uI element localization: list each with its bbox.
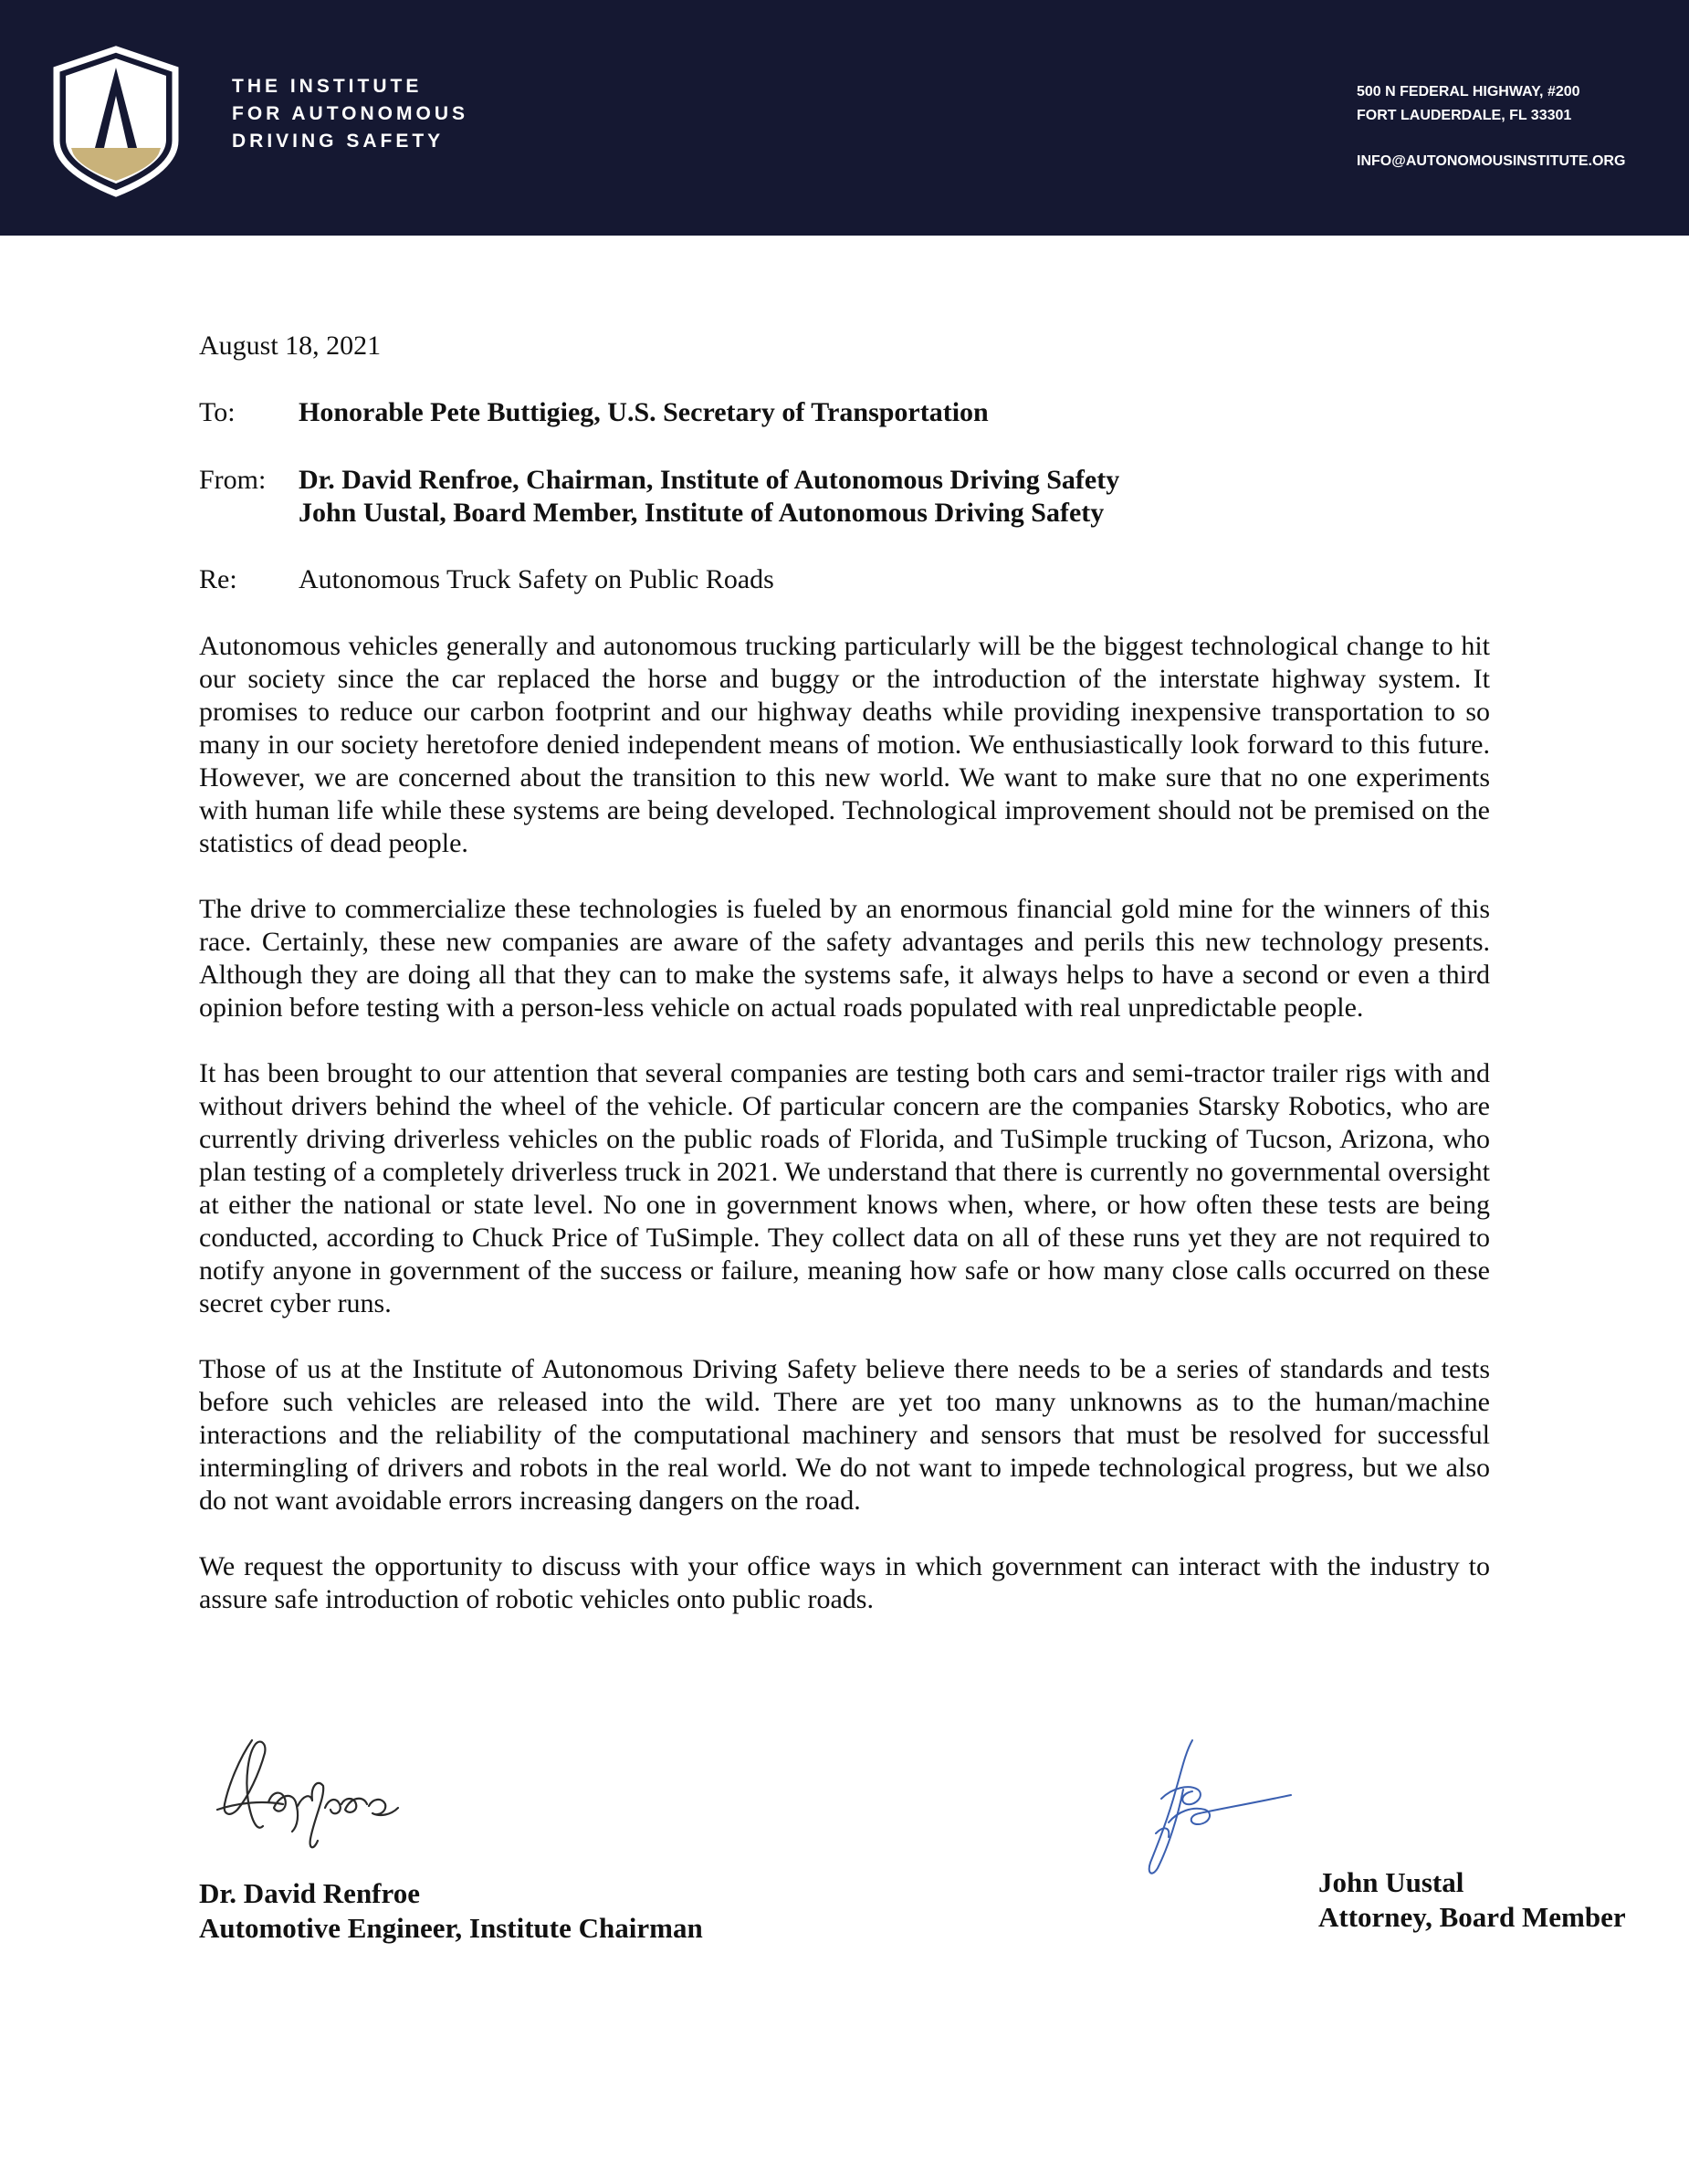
institute-name-line-2: FOR AUTONOMOUS	[232, 103, 468, 124]
letterhead-banner	[0, 0, 1689, 236]
body-paragraph-5: We request the opportunity to discuss with your office ways in which government can interact with the industry to assure safe introduction of robotic vehicles onto public roads.	[199, 1551, 1490, 1614]
body-paragraph-2: The drive to commercialize these technologies is fueled by an enormous financial gold mine for the winners of this race. Certainly, these new companies are aware of the safety advantages and perils this new technology presents. Although they are doing all that they can to make the systems safe, it always helps to have a second or even a third opinion before testing with a person-less vehicle on actual roads populated with real unpredictable people.	[199, 894, 1490, 1023]
contact-block	[1357, 80, 1625, 173]
address-line-2: FORT LAUDERDALE, FL 33301	[1357, 108, 1572, 123]
address-line-1: 500 N FEDERAL HIGHWAY, #200	[1357, 84, 1580, 100]
uustal-title: Attorney, Board Member	[1318, 1901, 1626, 1933]
re-value: Autonomous Truck Safety on Public Roads	[299, 564, 774, 594]
uustal-signature-block	[1318, 1865, 1626, 1935]
body-paragraph-1: Autonomous vehicles generally and autonomous trucking particularly will be the biggest technological change to hit our society since the car replaced the horse and buggy or the introduction of the interstate highway system. It promises to reduce our carbon footprint and our highway deaths while providing inexpensive transportation to so many in our society heretofore denied independent means of motion. We enthusiastically look forward to this future. However, we are concerned about the transition to this new world. We want to make sure that no one experiments with human life while these systems are being developed. Technological improvement should not be premised on the statistics of dead people.	[199, 631, 1490, 858]
contact-email: INFO@AUTONOMOUSINSTITUTE.ORG	[1357, 153, 1626, 169]
institute-name	[232, 73, 468, 155]
letter-body	[199, 630, 1490, 1649]
to-label: To:	[199, 397, 236, 427]
letter-date: August 18, 2021	[199, 331, 382, 361]
renfroe-signature-icon	[212, 1731, 409, 1859]
re-label: Re:	[199, 564, 237, 594]
institute-logo-icon	[51, 46, 181, 197]
renfroe-signature-block	[199, 1876, 703, 1946]
body-paragraph-4: Those of us at the Institute of Autonomous Driving Safety believe there needs to be a series of standards and tests before such vehicles are released into the wild. There are yet too many unknowns as to the human/machine interactions and the reliability of the computational machinery and sensors that must be resolved for successful intermingling of drivers and robots in the real world. We do not want to impede technological progress, but we also do not want avoidable errors increasing dangers on the road.	[199, 1354, 1490, 1516]
from-line-1: Dr. David Renfroe, Chairman, Institute of Autonomous Driving Safety	[299, 465, 1120, 495]
from-line-2: John Uustal, Board Member, Institute of Autonomous Driving Safety	[299, 498, 1105, 528]
institute-name-line-3: DRIVING SAFETY	[232, 131, 445, 152]
body-paragraph-3: It has been brought to our attention that several companies are testing both cars and semi-tractor trailer rigs with and without drivers behind the wheel of the vehicle. Of particular concern are the companies Starsky Robotics, who are currently driving driverless vehicles on the public roads of Florida, and TuSimple trucking of Tucson, Arizona, who plan testing of a completely driverless truck in 2021. We understand that there is currently no governmental oversight at either the national or state level. No one in government knows when, where, or how often these tests are being conducted, according to Chuck Price of TuSimple. They collect data on all of these runs yet they are not required to notify anyone in government of the success or failure, meaning how safe or how many close calls occurred on these secret cyber runs.	[199, 1058, 1490, 1318]
institute-name-line-1: THE INSTITUTE	[232, 76, 423, 97]
uustal-signature-icon	[1128, 1735, 1293, 1899]
renfroe-title: Automotive Engineer, Institute Chairman	[199, 1912, 703, 1944]
from-label: From:	[199, 465, 267, 495]
uustal-name: John Uustal	[1318, 1866, 1464, 1898]
renfroe-name: Dr. David Renfroe	[199, 1877, 420, 1909]
to-value: Honorable Pete Buttigieg, U.S. Secretary of Transportation	[299, 397, 989, 427]
from-value	[299, 464, 1119, 530]
